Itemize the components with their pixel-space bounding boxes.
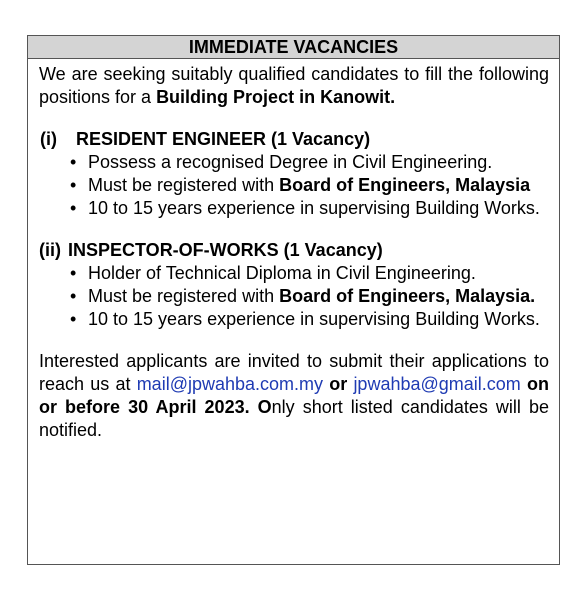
bullet-icon: • <box>70 286 77 306</box>
section-title-1: RESIDENT ENGINEER (1 Vacancy) <box>76 129 371 149</box>
section-list-1 <box>39 151 549 220</box>
section-list-2 <box>39 262 549 331</box>
section-title-2: INSPECTOR-OF-WORKS (1 Vacancy) <box>68 240 383 260</box>
list-item: • Possess a recognised Degree in Civil Engineering. <box>70 152 493 172</box>
intro-project: Building Project in Kanowit. <box>156 87 396 107</box>
bullet-icon: • <box>70 152 77 172</box>
bullet-icon: • <box>70 309 77 329</box>
section-number-2: (ii) <box>39 240 61 260</box>
closing-paragraph: Interested applicants are invited to submit their applications to reach us at mail@jpwahba.com.my or jpwahba@gmail.com on or before 30 April 2023. Only short listed candidates will be notified. <box>39 351 549 440</box>
email-link-2[interactable]: jpwahba@gmail.com <box>353 374 521 394</box>
intro-text: We are seeking suitably qualified candidates to fill the following positions for a <box>39 64 549 107</box>
section-heading-1 <box>39 128 549 151</box>
intro-paragraph <box>39 63 549 109</box>
email-link-1[interactable]: mail@jpwahba.com.my <box>136 374 324 394</box>
notice-body <box>28 59 559 442</box>
vacancy-notice <box>27 35 560 565</box>
bullet-icon: • <box>70 263 77 283</box>
list-item: • Must be registered with Board of Engineers, Malaysia <box>70 175 531 195</box>
deadline-text: on or before 30 April 2023. O <box>39 374 549 417</box>
bullet-icon: • <box>70 175 77 195</box>
list-item: • Holder of Technical Diploma in Civil Engineering. <box>70 263 476 283</box>
section-number-1: (i) <box>40 129 57 149</box>
bullet-icon: • <box>70 198 77 218</box>
notice-title: IMMEDIATE VACANCIES <box>28 36 559 59</box>
list-item: • 10 to 15 years experience in supervising Building Works. <box>70 198 540 218</box>
section-heading-2 <box>39 239 549 262</box>
list-item: • 10 to 15 years experience in supervising Building Works. <box>70 309 540 329</box>
list-item: • Must be registered with Board of Engineers, Malaysia. <box>70 286 536 306</box>
